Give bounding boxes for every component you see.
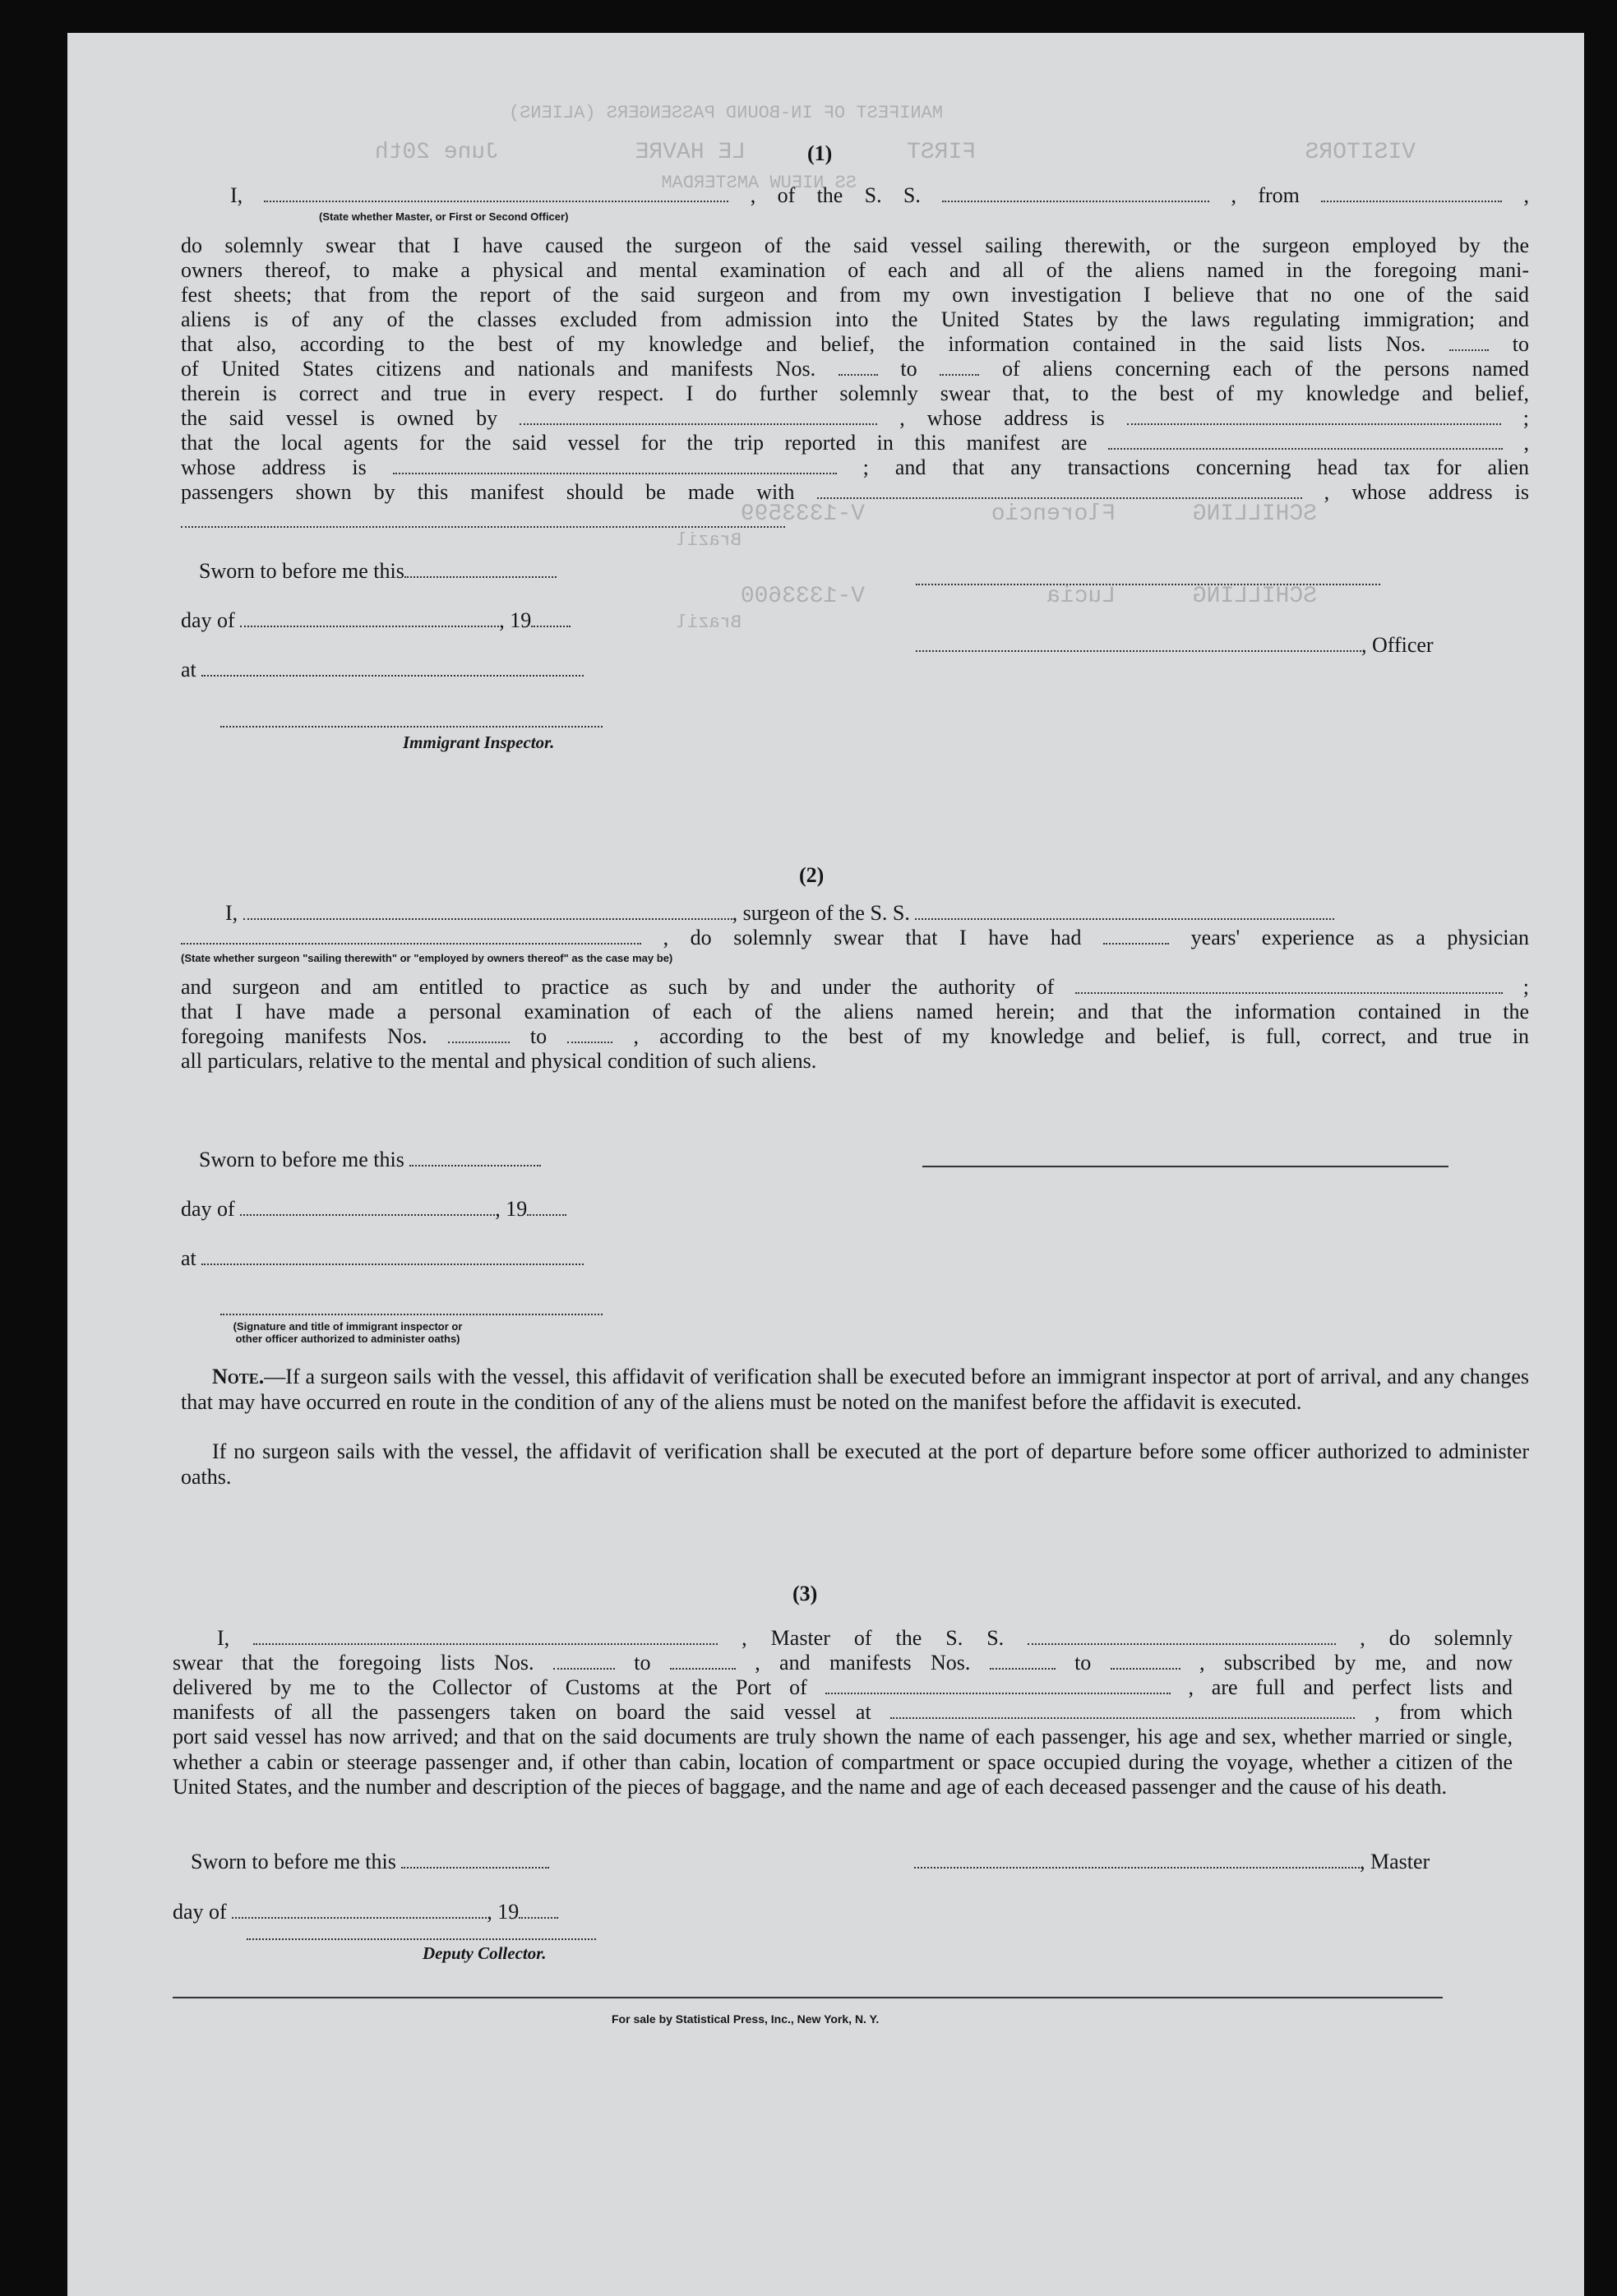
text: to: [529, 1024, 547, 1048]
text: , of the S. S.: [750, 183, 921, 207]
deputy-collector-label: Deputy Collector.: [423, 1943, 547, 1963]
day-of-label: [181, 608, 571, 633]
manifests-from-field[interactable]: [839, 358, 878, 376]
month-field[interactable]: [240, 1198, 495, 1216]
immigrant-inspector-label: Immigrant Inspector.: [403, 732, 555, 752]
section-2-line-2: [181, 926, 1529, 951]
departure-port-field[interactable]: [890, 1701, 1355, 1719]
text: , 19: [495, 1197, 528, 1221]
inspector-signature-line[interactable]: [220, 726, 603, 728]
section-2-line-1: [225, 901, 1334, 926]
text: and surgeon and am entitled to practice as such by and under the authority of: [181, 975, 1055, 999]
text: at: [181, 1246, 196, 1270]
from-port-field[interactable]: [1321, 184, 1502, 202]
manifests-from-field[interactable]: [990, 1652, 1056, 1670]
bleed-text: V-1333600: [740, 584, 865, 609]
text: , according to the best of my knowledge and belief, is full, correct, and true in: [633, 1024, 1530, 1048]
section-2-line-3: [181, 975, 1529, 1000]
sworn-label: [199, 1148, 541, 1172]
bleed-text: Lucia: [1046, 584, 1116, 609]
local-agents-field[interactable]: [1108, 432, 1503, 450]
section-3-line-4: [173, 1700, 1513, 1725]
at-label: [181, 1246, 584, 1271]
lists-from-field[interactable]: [553, 1652, 615, 1670]
text: ;: [1522, 975, 1530, 999]
master-ship-field[interactable]: [1028, 1627, 1336, 1645]
text: manifests of all the passengers taken on board the said vessel at: [173, 1700, 871, 1724]
master-name-field[interactable]: [253, 1627, 718, 1645]
bleed-text: Florencio: [991, 501, 1116, 527]
section-2-line-4: that I have made a personal examination of each of the aliens named herein; and that the information contained in the: [181, 1000, 1529, 1023]
text-line: [181, 480, 1529, 506]
bleed-text: SCHILLING: [1192, 584, 1317, 609]
officer-signature-field[interactable]: [916, 634, 1361, 652]
text: , whose address is: [1324, 480, 1530, 504]
text: of United States citizens and nationals and manifests Nos.: [181, 357, 816, 381]
text: , Master of the S. S.: [742, 1626, 1005, 1650]
bleed-text: VISITORS: [1305, 140, 1416, 165]
year-field[interactable]: [519, 1901, 558, 1919]
text: , do solemnly swear that I have had: [663, 926, 1082, 949]
sworn-date-field[interactable]: [404, 560, 557, 578]
text-line: fest sheets; that from the report of the said surgeon and from my own investigation I believe that no one of the said: [181, 283, 1529, 307]
head-tax-address-field[interactable]: [181, 526, 785, 528]
footer-rule: [173, 1997, 1443, 1998]
text: , surgeon of the S. S.: [732, 901, 910, 925]
bleed-text: LE HAVRE: [635, 140, 746, 165]
text: , whose address is: [899, 406, 1105, 430]
section-1-officer-note: (State whether Master, or First or Second Officer): [319, 210, 569, 223]
officer-label: [916, 633, 1434, 658]
text-line: therein is correct and true in every respect. I do further solemnly swear that, to the best of my knowledge and belief,: [181, 381, 1529, 405]
inspector-signature-line[interactable]: [220, 1314, 603, 1315]
text: , from which: [1374, 1700, 1513, 1724]
text-line: do solemnly swear that I have caused the surgeon of the said vessel sailing therewith, or the surgeon employed by the: [181, 233, 1529, 257]
text: delivered by me to the Collector of Customs at the Port of: [173, 1675, 807, 1699]
bleed-text: SCHILLING: [1192, 501, 1317, 527]
text: to: [634, 1651, 651, 1675]
text: of aliens concerning each of the persons named: [1001, 357, 1530, 381]
text: Sworn to before me this: [199, 1148, 404, 1171]
bleed-text: MANIFEST OF IN-BOUND PASSENGERS (ALIENS): [508, 103, 943, 123]
text: Sworn to before me this: [191, 1850, 396, 1873]
text-line: [181, 455, 1529, 481]
text: ,: [1523, 183, 1529, 207]
text: Sworn to before me this: [199, 559, 404, 583]
text: I,: [230, 183, 243, 207]
text: , 19: [487, 1900, 520, 1924]
surgeon-status-field[interactable]: [181, 926, 641, 945]
at-place-field[interactable]: [201, 1247, 584, 1265]
sworn-label: [191, 1850, 549, 1874]
month-field[interactable]: [240, 609, 499, 627]
month-field[interactable]: [232, 1901, 487, 1919]
text: , are full and perfect lists and: [1188, 1675, 1513, 1699]
ship-name-field[interactable]: [942, 184, 1209, 202]
master-signature-field[interactable]: [914, 1850, 1360, 1869]
text: to: [1512, 332, 1530, 356]
bleed-text: V-1333599: [740, 501, 865, 527]
text-line: owners thereof, to make a physical and mental examination of each and all of the aliens named in the foregoing mani-: [181, 258, 1529, 282]
authority-field[interactable]: [1075, 976, 1503, 994]
port-of-field[interactable]: [825, 1676, 1171, 1694]
section-3-line-1: [217, 1626, 1513, 1652]
text: whose address is: [181, 455, 367, 479]
text: ;: [1522, 406, 1530, 430]
sworn-date-field[interactable]: [409, 1148, 541, 1166]
years-experience-field[interactable]: [1103, 926, 1169, 945]
note-paragraph-2: If no surgeon sails with the vessel, the affidavit of verification shall be executed at the port of departure before some officer authorized to administer oaths.: [181, 1439, 1529, 1489]
section-2-line-5: [181, 1024, 1529, 1050]
text-line: [181, 431, 1529, 456]
section-3-paragraph: port said vessel has now arrived; and that on the said documents are truly shown the name of each passenger, his age and sex, whether married or single, whether a cabin or steerage passenger and, if other than cabin, location of compartment or space occupied during the voyage, whether a citizen of the United States, and the number and description of the pieces of baggage, and the name and age of each deceased passenger and the cause of his death.: [173, 1725, 1513, 1799]
manifests-to-field[interactable]: [567, 1025, 612, 1043]
section-2-surgeon-note: (State whether surgeon "sailing therewith" or "employed by owners thereof" as the case may be): [181, 952, 673, 964]
at-place-field[interactable]: [201, 658, 584, 677]
bleed-text: Brazil: [676, 612, 742, 633]
section-3-line-2: [173, 1651, 1513, 1676]
sworn-label: [199, 559, 557, 584]
note-label: Note.: [212, 1365, 265, 1388]
text-line: [181, 406, 1529, 432]
text: ; and that any transactions concerning head tax for alien: [862, 455, 1529, 479]
owner-address-field[interactable]: [1127, 407, 1501, 425]
text: to: [1074, 1651, 1092, 1675]
bleed-text: June 20th: [374, 140, 499, 165]
lists-from-field[interactable]: [1449, 333, 1489, 351]
section-3-heading: (3): [792, 1582, 818, 1605]
surgeon-signature-line[interactable]: [922, 1166, 1448, 1167]
officer-name-field[interactable]: [264, 184, 728, 202]
officer-line-1[interactable]: [916, 584, 1380, 585]
section-2-line-6: all particulars, relative to the mental and physical condition of such aliens.: [181, 1049, 817, 1073]
at-label: [181, 658, 584, 682]
text: that also, according to the best of my knowledge and belief, the information contained in the said lists Nos.: [181, 332, 1426, 356]
text: day of: [181, 1197, 235, 1221]
printer-credit: For sale by Statistical Press, Inc., New York, N. Y.: [612, 2012, 880, 2026]
text: , subscribed by me, and now: [1199, 1651, 1513, 1675]
section-1-heading: (1): [807, 141, 833, 165]
text: swear that the foregoing lists Nos.: [173, 1651, 534, 1675]
manifests-from-field[interactable]: [448, 1025, 510, 1043]
surgeon-ship-field[interactable]: [915, 902, 1334, 920]
collector-signature-line[interactable]: [247, 1938, 596, 1940]
year-field[interactable]: [531, 609, 571, 627]
text: day of: [181, 608, 235, 632]
form-page: [67, 33, 1584, 2296]
text: , Master: [1360, 1850, 1430, 1873]
text-line: [181, 357, 1529, 382]
signature-title-note: (Signature and title of immigrant inspector or other officer authorized to administer oaths): [233, 1320, 463, 1345]
manifests-to-field[interactable]: [1111, 1652, 1180, 1670]
bleed-text: FIRST: [906, 140, 976, 165]
text-line: aliens is of any of the classes excluded from admission into the United States by the laws regulating immigration; and: [181, 307, 1529, 331]
text: , do solemnly: [1360, 1626, 1513, 1650]
owner-field[interactable]: [520, 407, 877, 425]
sworn-date-field[interactable]: [401, 1850, 549, 1869]
head-tax-party-field[interactable]: [817, 481, 1302, 499]
text-line: [181, 332, 1529, 358]
section-1-line-1: [230, 183, 1529, 209]
agents-address-field[interactable]: [393, 456, 837, 474]
text: , Officer: [1361, 633, 1434, 657]
note-paragraph: [181, 1365, 1529, 1415]
day-of-label: [181, 1197, 566, 1222]
text: , 19: [499, 608, 532, 632]
lists-to-field[interactable]: [670, 1652, 736, 1670]
text: years' experience as a physician: [1190, 926, 1530, 949]
text: I,: [217, 1626, 230, 1650]
bleed-text: SS NIEUW AMSTERDAM: [661, 173, 857, 193]
text: day of: [173, 1900, 227, 1924]
text: at: [181, 658, 196, 681]
master-label: [914, 1850, 1430, 1874]
text: the said vessel is owned by: [181, 406, 498, 430]
surgeon-name-field[interactable]: [243, 902, 732, 920]
year-field[interactable]: [527, 1198, 566, 1216]
text: that the local agents for the said vessel for the trip reported in this manifest are: [181, 431, 1088, 455]
manifests-to-field[interactable]: [940, 358, 979, 376]
text: , and manifests Nos.: [755, 1651, 971, 1675]
text: I,: [225, 901, 238, 925]
text: to: [900, 357, 917, 381]
section-2-heading: (2): [799, 863, 825, 887]
section-3-line-3: [173, 1675, 1513, 1701]
bleed-text: Brazil: [676, 530, 742, 551]
text: , from: [1231, 183, 1300, 207]
text: ,: [1523, 431, 1530, 455]
note-text: —If a surgeon sails with the vessel, this affidavit of verification shall be executed before an immigrant inspector at port of arrival, and any changes that may have occurred en route in the condition of any of the aliens must be noted on the manifest before the affidavit is executed.: [181, 1365, 1529, 1414]
text: foregoing manifests Nos.: [181, 1024, 427, 1048]
day-of-label: [173, 1900, 558, 1924]
text: passengers shown by this manifest should be made with: [181, 480, 795, 504]
